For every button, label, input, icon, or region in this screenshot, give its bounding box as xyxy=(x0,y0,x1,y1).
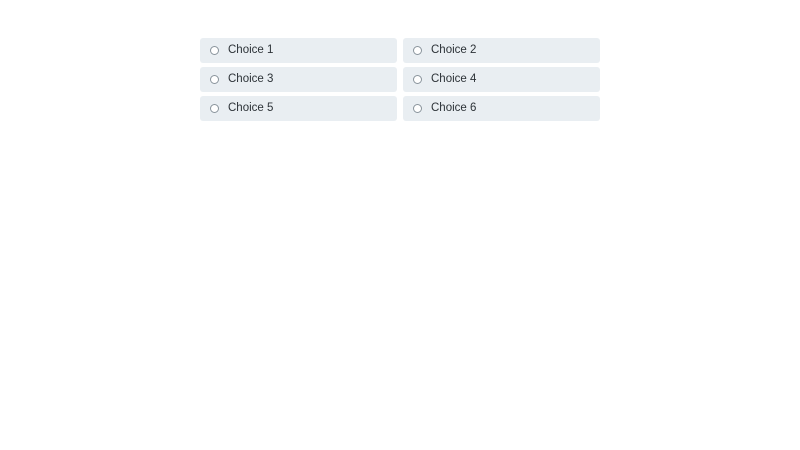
radio-option-label: Choice 3 xyxy=(228,72,274,85)
radio-circle-icon[interactable] xyxy=(210,75,219,84)
radio-option-label: Choice 6 xyxy=(431,101,477,114)
radio-option-label: Choice 2 xyxy=(431,43,477,56)
radio-option-choice-3[interactable] xyxy=(200,67,397,92)
radio-circle-icon[interactable] xyxy=(210,46,219,55)
radio-circle-icon[interactable] xyxy=(413,104,422,113)
radio-group xyxy=(200,38,600,121)
radio-circle-icon[interactable] xyxy=(210,104,219,113)
radio-option-choice-4[interactable] xyxy=(403,67,600,92)
radio-option-label: Choice 5 xyxy=(228,101,274,114)
radio-circle-icon[interactable] xyxy=(413,75,422,84)
radio-option-choice-2[interactable] xyxy=(403,38,600,63)
radio-option-label: Choice 4 xyxy=(431,72,477,85)
radio-option-choice-6[interactable] xyxy=(403,96,600,121)
radio-circle-icon[interactable] xyxy=(413,46,422,55)
radio-option-label: Choice 1 xyxy=(228,43,274,56)
radio-option-choice-1[interactable] xyxy=(200,38,397,63)
radio-option-choice-5[interactable] xyxy=(200,96,397,121)
